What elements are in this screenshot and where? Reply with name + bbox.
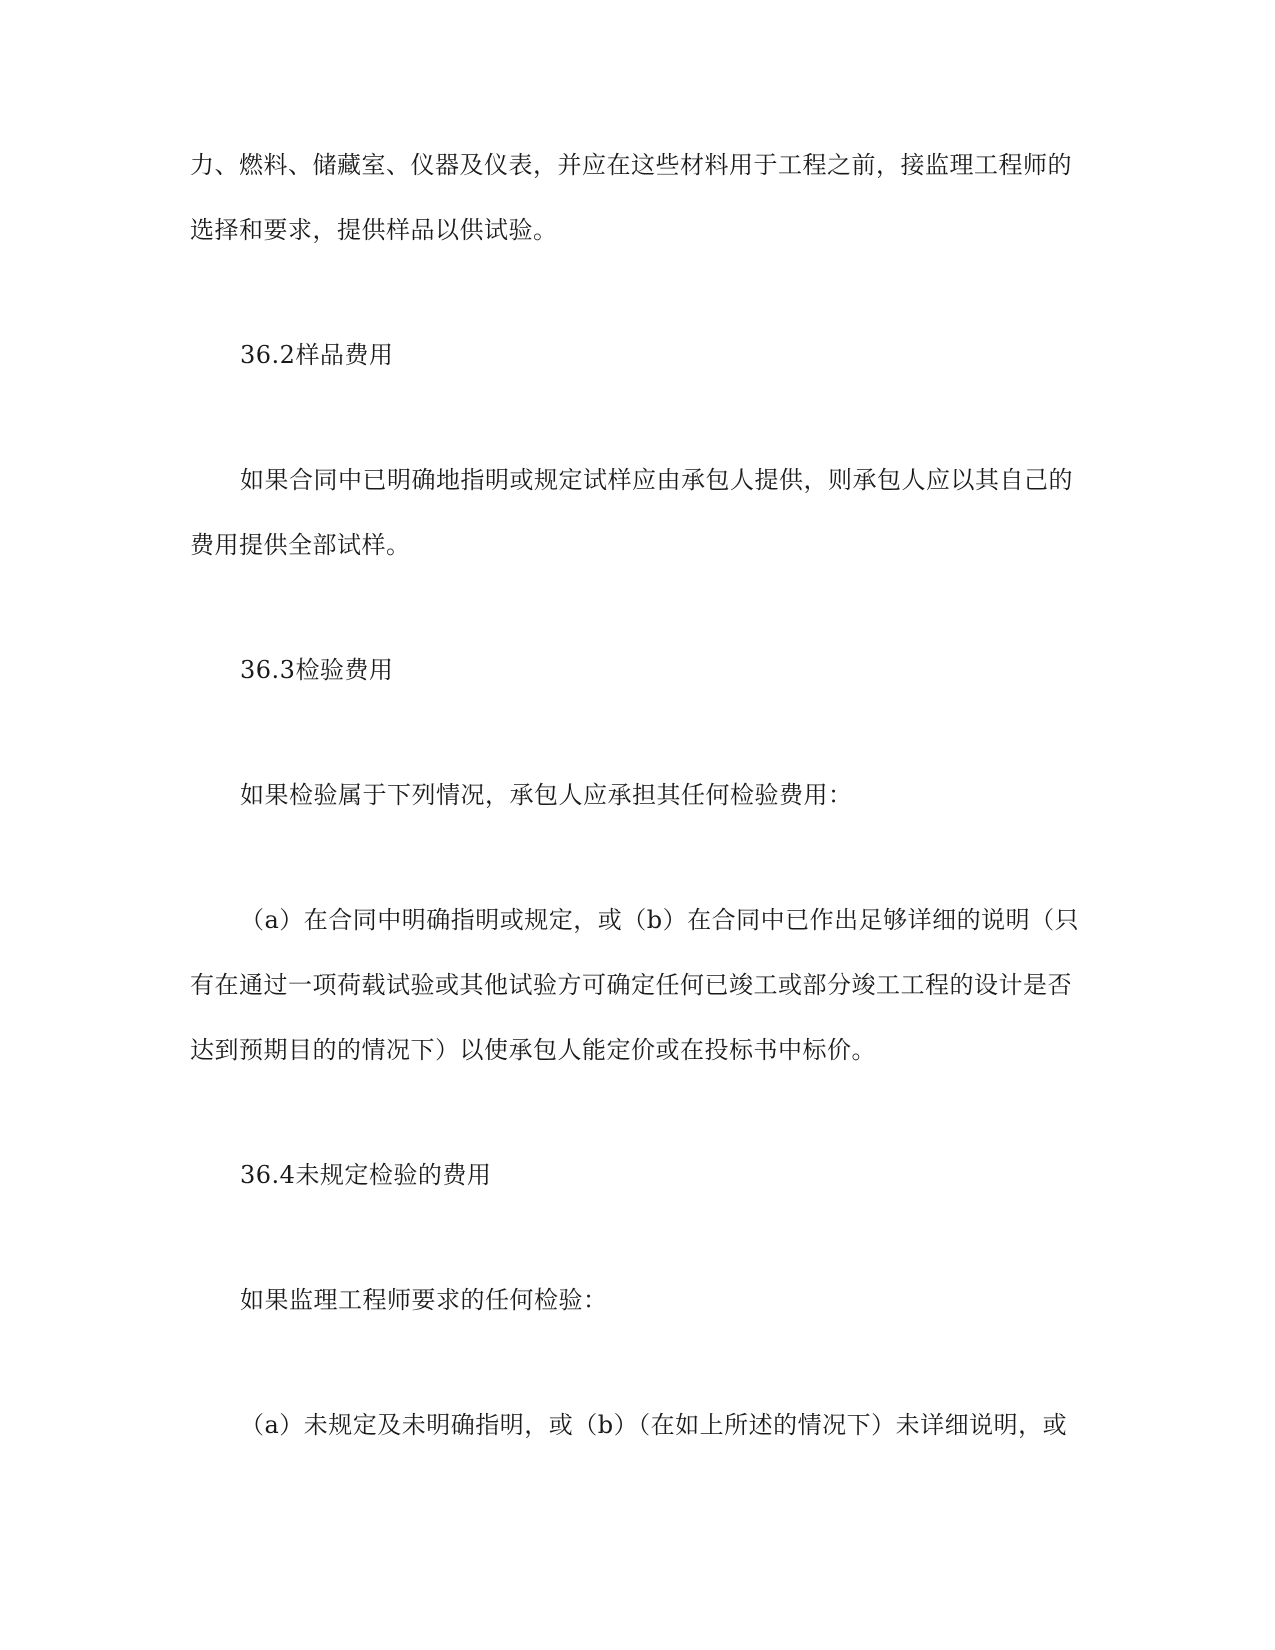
paragraph-line: 有在通过一项荷载试验或其他试验方可确定任何已竣工或部分竣工工程的设计是否 [190,971,1072,999]
paragraph-line: 如果监理工程师要求的任何检验： [240,1286,608,1314]
paragraph-line: 力、燃料、储藏室、仪器及仪表，并应在这些材料用于工程之前，接监理工程师的 [190,151,1072,179]
section-heading: 36.3检验费用 [240,656,394,684]
paragraph-line: 如果检验属于下列情况，承包人应承担其任何检验费用： [240,781,853,809]
section-heading: 36.2样品费用 [240,341,394,369]
section-heading: 36.4未规定检验的费用 [240,1161,492,1189]
paragraph-line: 如果合同中已明确地指明或规定试样应由承包人提供，则承包人应以其自己的 [240,466,1073,494]
paragraph-line: 达到预期目的的情况下）以使承包人能定价或在投标书中标价。 [190,1036,876,1064]
paragraph-line: （a）在合同中明确指明或规定，或（b）在合同中已作出足够详细的说明（只 [240,906,1080,934]
paragraph-line: 选择和要求，提供样品以供试验。 [190,216,558,244]
paragraph-line: 费用提供全部试样。 [190,531,411,559]
paragraph-line: （a）未规定及未明确指明，或（b）（在如上所述的情况下）未详细说明，或 [240,1411,1068,1439]
